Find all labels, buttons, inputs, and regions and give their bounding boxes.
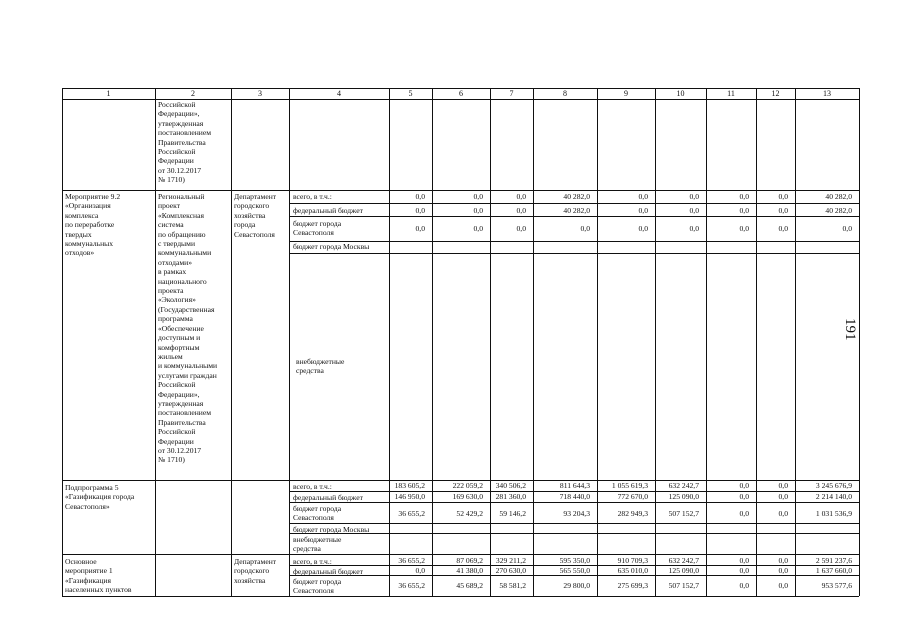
funding-source-label: бюджет города Севастополя xyxy=(293,577,342,596)
funding-source-label: всего, в т.ч.: xyxy=(293,557,332,566)
value-cell: 0,0 xyxy=(473,224,483,233)
funding-source-label: всего, в т.ч.: xyxy=(293,192,332,201)
value-cell: 0,0 xyxy=(415,224,425,233)
value-cell: 0,0 xyxy=(580,224,590,233)
value-cell: 0,0 xyxy=(689,192,699,201)
value-cell: 0,0 xyxy=(739,581,749,590)
value-cell: 29 800,0 xyxy=(563,581,590,590)
value-cell: 183 605,2 xyxy=(394,481,425,490)
value-cell: 36 655,2 xyxy=(398,556,425,565)
value-cell: 0,0 xyxy=(739,556,749,565)
funding-source-label: федеральный бюджет xyxy=(293,493,363,502)
value-cell: 36 655,2 xyxy=(398,509,425,518)
value-cell: 1 031 536,9 xyxy=(815,509,852,518)
funding-source-label: внебюджетные средства xyxy=(296,357,345,376)
value-cell: 595 350,0 xyxy=(559,556,590,565)
value-cell: 270 630,0 xyxy=(495,566,526,575)
value-cell: 0,0 xyxy=(415,206,425,215)
value-cell: 635 010,0 xyxy=(617,566,648,575)
value-cell: 93 204,3 xyxy=(563,509,590,518)
value-cell: 87 069,2 xyxy=(456,556,483,565)
page-number: 191 xyxy=(842,318,858,341)
value-cell: 275 699,3 xyxy=(617,581,648,590)
value-cell: 41 380,0 xyxy=(456,566,483,575)
value-cell: 0,0 xyxy=(638,192,648,201)
value-cell: 0,0 xyxy=(516,192,526,201)
value-cell: 40 282,0 xyxy=(825,206,852,215)
value-cell: 281 360,0 xyxy=(495,492,526,501)
main-measure-1-executor: Департамент городского хозяйства xyxy=(234,557,277,585)
value-cell: 565 550,0 xyxy=(559,566,590,575)
value-cell: 169 630,0 xyxy=(452,492,483,501)
value-cell: 0,0 xyxy=(739,192,749,201)
value-cell: 222 059,2 xyxy=(452,481,483,490)
value-cell: 953 577,6 xyxy=(821,581,852,590)
value-cell: 0,0 xyxy=(778,206,788,215)
value-cell: 0,0 xyxy=(739,566,749,575)
value-cell: 0,0 xyxy=(778,481,788,490)
value-cell: 507 152,7 xyxy=(668,581,699,590)
value-cell: 0,0 xyxy=(778,556,788,565)
value-cell: 1 055 619,3 xyxy=(611,481,648,490)
value-cell: 507 152,7 xyxy=(668,509,699,518)
column-number: 2 xyxy=(191,89,195,98)
value-cell: 45 689,2 xyxy=(456,581,483,590)
funding-source-label: бюджет города Севастополя xyxy=(293,219,342,238)
value-cell: 0,0 xyxy=(415,192,425,201)
value-cell: 632 242,7 xyxy=(668,556,699,565)
value-cell: 58 581,2 xyxy=(499,581,526,590)
value-cell: 40 282,0 xyxy=(825,192,852,201)
value-cell: 0,0 xyxy=(689,224,699,233)
measure-9-2-executor: Департамент городского хозяйства города Севастополя xyxy=(234,192,277,239)
value-cell: 0,0 xyxy=(778,509,788,518)
value-cell: 36 655,2 xyxy=(398,581,425,590)
funding-source-label: бюджет города Москвы xyxy=(293,242,370,251)
value-cell: 282 949,3 xyxy=(617,509,648,518)
column-number: 13 xyxy=(823,89,831,98)
value-cell: 0,0 xyxy=(689,206,699,215)
value-cell: 2 591 237,6 xyxy=(815,556,852,565)
value-cell: 0,0 xyxy=(415,566,425,575)
value-cell: 52 429,2 xyxy=(456,509,483,518)
value-cell: 340 506,2 xyxy=(495,481,526,490)
value-cell: 0,0 xyxy=(778,566,788,575)
column-number: 11 xyxy=(727,89,735,98)
funding-source-label: бюджет города Москвы xyxy=(293,525,370,534)
value-cell: 718 440,0 xyxy=(559,492,590,501)
column-number: 1 xyxy=(106,89,111,98)
funding-source-label: федеральный бюджет xyxy=(293,567,363,576)
value-cell: 0,0 xyxy=(516,224,526,233)
value-cell: 125 090,0 xyxy=(668,566,699,575)
measure-9-2-name: Мероприятие 9.2 «Организация комплекса по переработке твердых коммунальных отходов» xyxy=(65,192,121,258)
column-number: 5 xyxy=(408,89,413,98)
value-cell: 0,0 xyxy=(473,206,483,215)
column-number: 7 xyxy=(509,89,514,98)
column-number: 4 xyxy=(337,89,341,98)
value-cell: 0,0 xyxy=(516,206,526,215)
value-cell: 910 709,3 xyxy=(617,556,648,565)
value-cell: 0,0 xyxy=(638,224,648,233)
value-cell: 146 950,0 xyxy=(394,492,425,501)
value-cell: 0,0 xyxy=(739,492,749,501)
value-cell: 0,0 xyxy=(638,206,648,215)
value-cell: 0,0 xyxy=(842,224,852,233)
main-measure-1-name: Основное мероприятие 1 «Газификация населенных пунктов xyxy=(65,557,132,595)
subprogram-5-name: Подпрограмма 5 «Газификация города Севастополя» xyxy=(65,483,135,511)
value-cell: 40 282,0 xyxy=(563,206,590,215)
value-cell: 1 637 660,0 xyxy=(815,566,852,575)
value-cell: 329 211,2 xyxy=(495,556,526,565)
value-cell: 0,0 xyxy=(778,192,788,201)
funding-source-label: всего, в т.ч.: xyxy=(293,482,332,491)
column-number: 8 xyxy=(563,89,567,98)
column-number: 12 xyxy=(771,89,780,98)
value-cell: 632 242,7 xyxy=(668,481,699,490)
value-cell: 811 644,3 xyxy=(559,481,590,490)
value-cell: 3 245 676,9 xyxy=(815,481,852,490)
funding-source-label: бюджет города Севастополя xyxy=(293,504,342,523)
value-cell: 2 214 140,0 xyxy=(815,492,852,501)
value-cell: 0,0 xyxy=(739,206,749,215)
column-number: 9 xyxy=(624,89,628,98)
value-cell: 0,0 xyxy=(778,492,788,501)
value-cell: 40 282,0 xyxy=(563,192,590,201)
value-cell: 0,0 xyxy=(739,509,749,518)
measure-9-2-project: Региональный проект «Комплексная система по обращению с твердыми коммунальными отходами» в рамках национального проекта «Экология» (Государственная программа «Обеспечение доступным и комфортным жильем и коммунальными услугами граждан Российской Федерации», утвержденная постановлением Правительства Российской Федерации от 30.12.2017 № 1710) xyxy=(158,192,218,465)
project-text-continuation: Российской Федерации», утвержденная постановлением Правительства Российской Федерации от 30.12.2017 № 1710) xyxy=(158,100,212,185)
value-cell: 125 090,0 xyxy=(668,492,699,501)
value-cell: 0,0 xyxy=(473,192,483,201)
value-cell: 0,0 xyxy=(739,224,749,233)
value-cell: 772 670,0 xyxy=(617,492,648,501)
funding-source-label: внебюджетные средства xyxy=(293,535,342,554)
value-cell: 0,0 xyxy=(778,581,788,590)
column-number: 6 xyxy=(459,89,463,98)
value-cell: 0,0 xyxy=(778,224,788,233)
value-cell: 0,0 xyxy=(739,481,749,490)
column-number: 3 xyxy=(258,89,262,98)
funding-source-label: федеральный бюджет xyxy=(293,206,363,215)
value-cell: 59 146,2 xyxy=(499,509,526,518)
column-number: 10 xyxy=(676,89,685,98)
